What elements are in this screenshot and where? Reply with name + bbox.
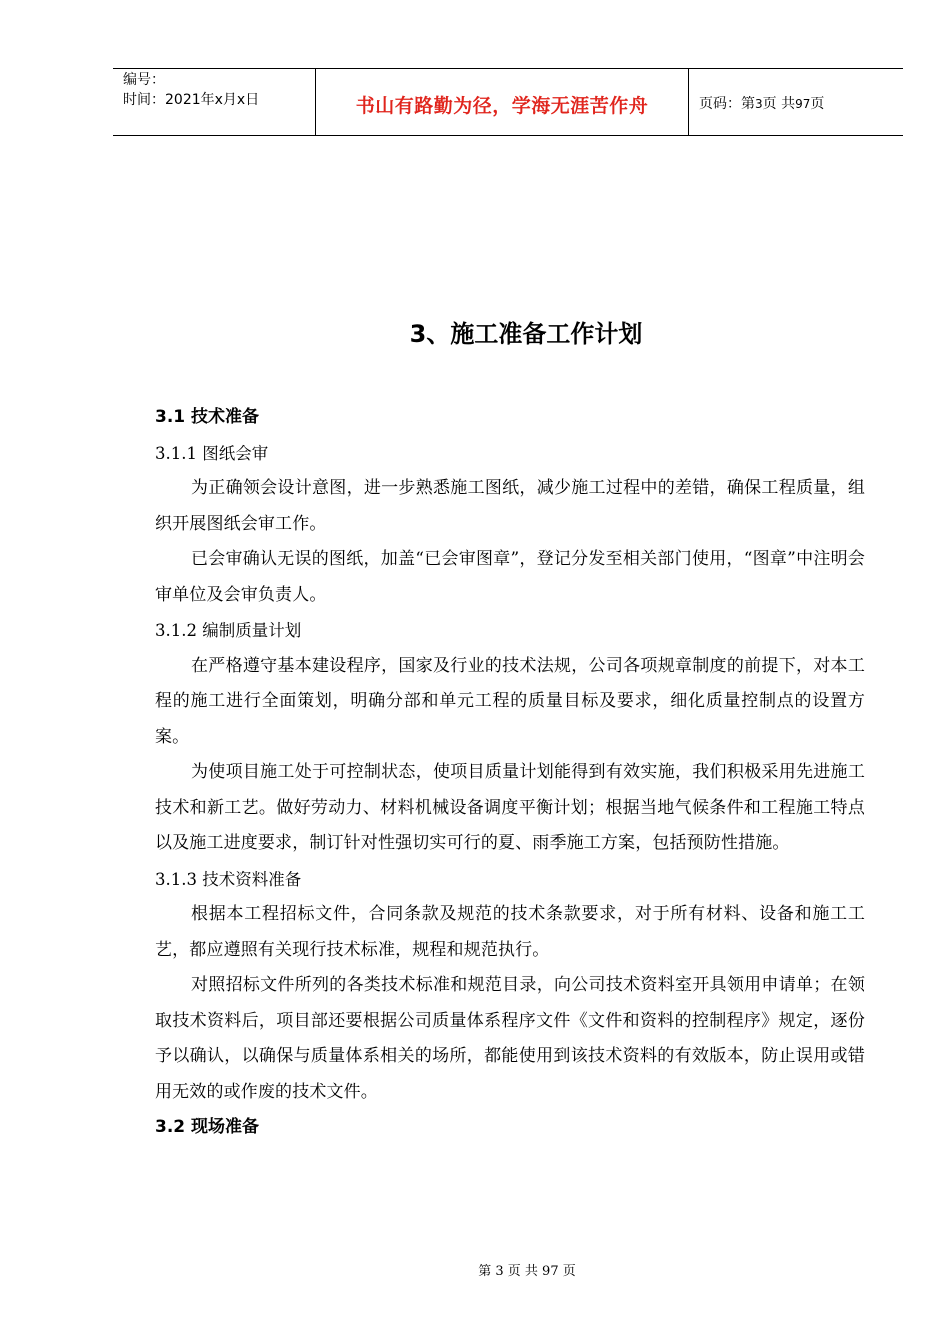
header-table <box>113 68 903 136</box>
paragraph: 为使项目施工处于可控制状态，使项目质量计划能得到有效实施，我们积极采用先进施工技术和新工艺。做好劳动力、材料机械设备调度平衡计划；根据当地气候条件和工程施工特点以及施工进度要求，制订针对性强切实可行的夏、雨季施工方案，包括预防性措施。 <box>155 762 865 853</box>
page-current: 3 <box>755 97 763 111</box>
doc-number-label: 编号： <box>123 72 165 88</box>
subsection-heading-3-1-3: 3.1.3 技术资料准备 <box>155 869 302 889</box>
page-title <box>0 314 950 349</box>
page-suffix: 页 <box>810 96 825 112</box>
document-body <box>155 400 865 1146</box>
page-mid: 页 共 <box>762 96 796 112</box>
paragraph: 已会审确认无误的图纸，加盖“已会审图章”，登记分发至相关部门使用，“图章”中注明会审单位及会审负责人。 <box>155 549 865 605</box>
paragraph: 对照招标文件所列的各类技术标准和规范目录，向公司技术资料室开具领用申请单；在领取技术资料后，项目部还要根据公司质量体系程序文件《文件和资料的控制程序》规定，逐份予以确认，以确保与质量体系相关的场所，都能使用到该技术资料的有效版本，防止误用或错用无效的或作废的技术文件。 <box>155 975 865 1102</box>
paragraph: 为正确领会设计意图，进一步熟悉施工图纸，减少施工过程中的差错，确保工程质量，组织开展图纸会审工作。 <box>155 478 865 534</box>
page-label: 页码：第 <box>699 96 755 112</box>
paragraph: 根据本工程招标文件，合同条款及规范的技术条款要求，对于所有材料、设备和施工工艺，都应遵照有关现行技术标准，规程和规范执行。 <box>155 904 865 960</box>
page-title-text: 3、施工准备工作计划 <box>409 320 643 348</box>
page-footer <box>0 1260 950 1279</box>
header-page-cell <box>689 69 903 135</box>
motto-text: 书山有路勤为径，学海无涯苦作舟 <box>355 95 649 117</box>
paragraph: 在严格遵守基本建设程序，国家及行业的技术法规，公司各项规章制度的前提下，对本工程的施工进行全面策划，明确分部和单元工程的质量目标及要求，细化质量控制点的设置方案。 <box>155 655 865 747</box>
section-heading-3-1: 3.1 技术准备 <box>155 407 260 427</box>
subsection-heading-3-1-2: 3.1.2 编制质量计划 <box>155 621 302 640</box>
subsection-heading-3-1-1: 3.1.1 图纸会审 <box>155 443 269 463</box>
page-total: 97 <box>795 97 811 111</box>
date-line: 时间：2021年x月x日 <box>123 92 260 108</box>
header-info-cell <box>113 69 315 135</box>
section-heading-3-2: 3.2 现场准备 <box>155 1117 260 1137</box>
header-motto-cell <box>315 69 689 135</box>
footer-page-number: 第 3 页 共 97 页 <box>478 1264 576 1279</box>
page-indicator <box>699 93 824 113</box>
